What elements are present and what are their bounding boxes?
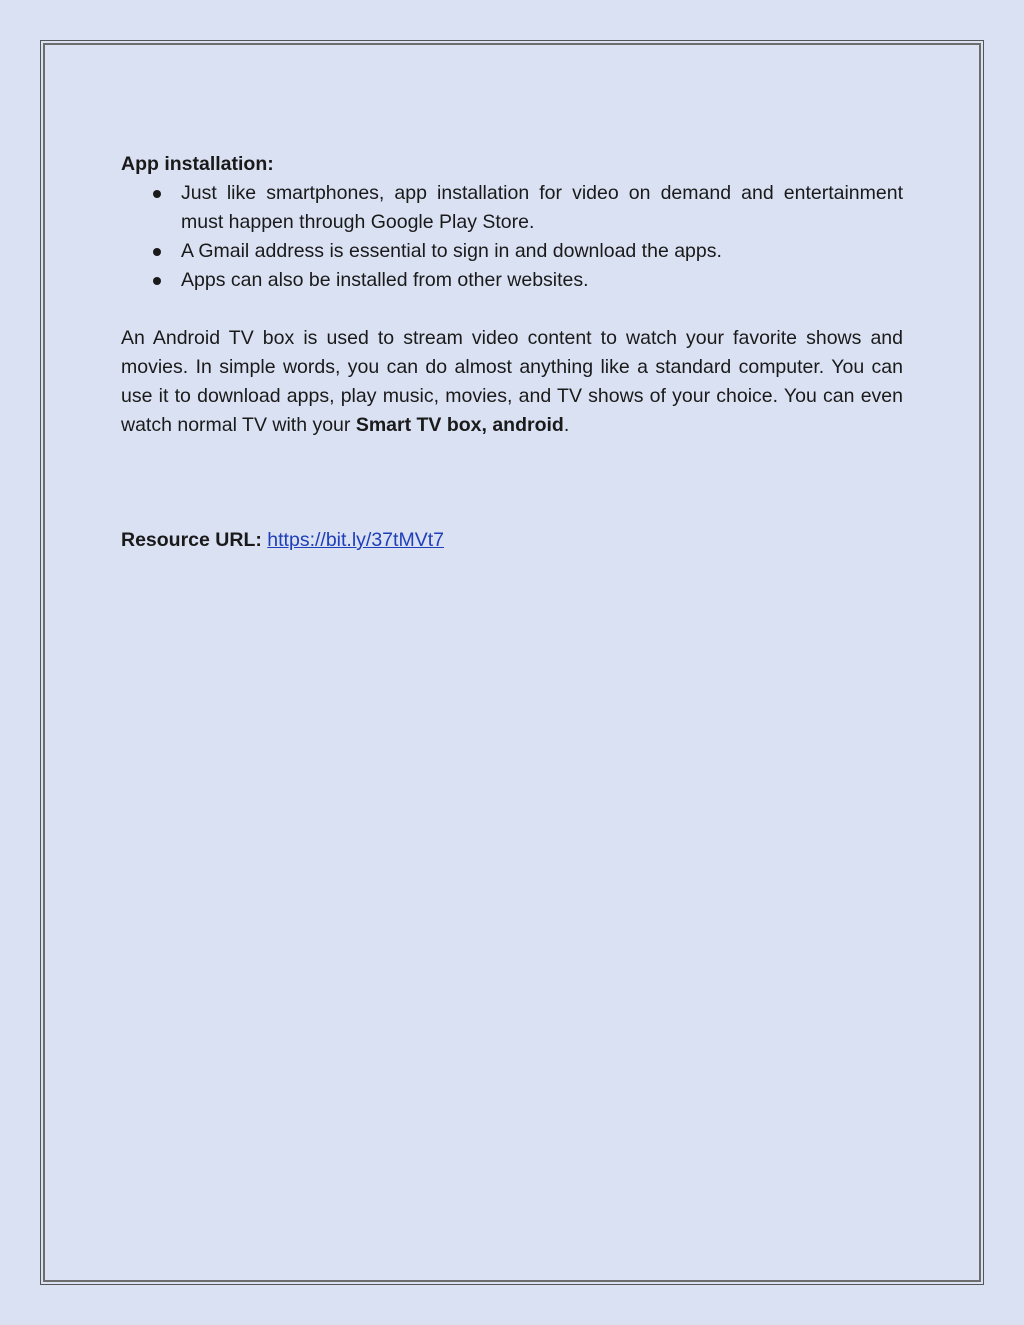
paragraph-bold-text: Smart TV box, android [355, 414, 564, 436]
bullet-icon [153, 190, 161, 198]
list-item-text: Just like smartphones, app installation for video on demand and entertainment must happen through Google Play Store. [181, 182, 903, 233]
resource-line [121, 526, 903, 555]
body-paragraph [121, 324, 903, 440]
list-item-text: A Gmail address is essential to sign in and download the apps. [181, 240, 722, 262]
section-heading: App installation: [121, 153, 274, 175]
list-item [121, 266, 903, 295]
paragraph-text: An Android TV box is used to stream video content to watch your favorite shows and movies. In simple words, you can do almost anything like a standard computer. You can use it to download apps, play music, movies, and TV shows of your choice. You can even watch normal TV with your [121, 327, 903, 436]
resource-label: Resource URL: [121, 529, 262, 551]
bullet-icon [153, 277, 161, 285]
paragraph-end: . [563, 414, 570, 436]
list-item [121, 237, 903, 266]
resource-link[interactable]: https://bit.ly/37tMVt7 [267, 529, 444, 551]
list-item-text: Apps can also be installed from other websites. [181, 269, 589, 291]
bullet-list [121, 179, 903, 295]
document-content [121, 150, 903, 555]
list-item [121, 179, 903, 237]
bullet-icon [153, 248, 161, 256]
